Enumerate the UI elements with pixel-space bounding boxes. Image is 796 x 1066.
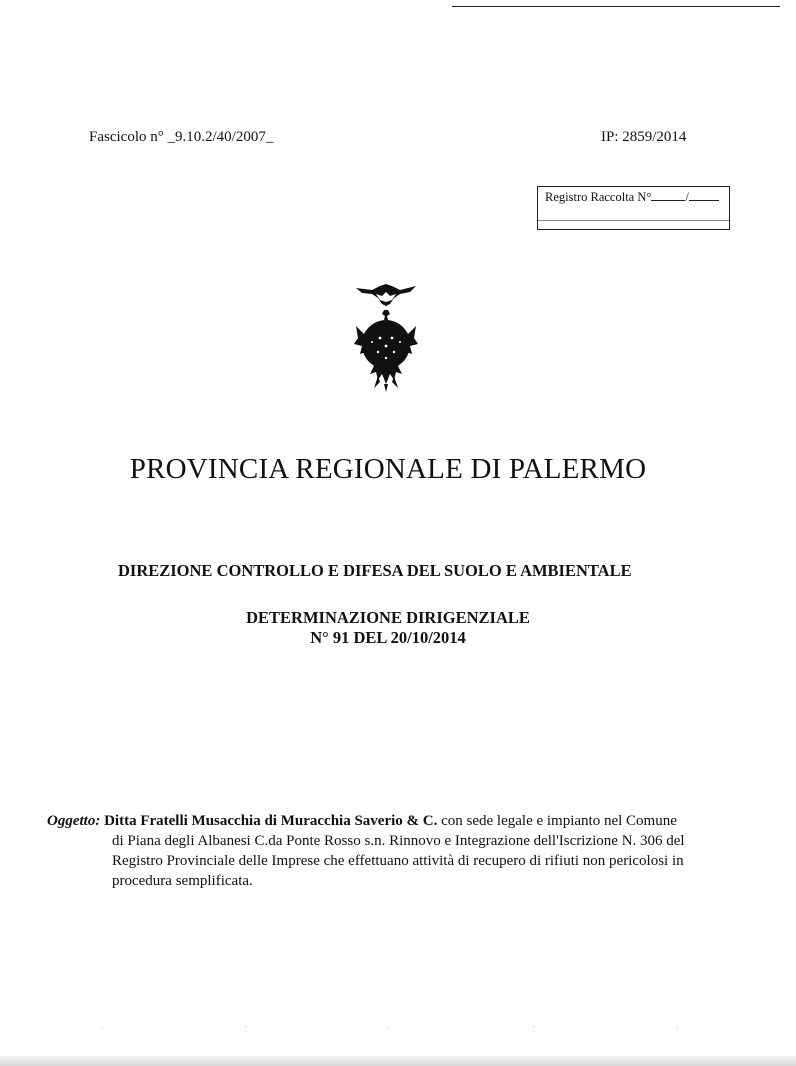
registro-number-blank [651, 190, 685, 201]
registro-raccolta-label [545, 190, 719, 205]
oggetto-paragraph [47, 811, 733, 891]
oggetto-firm-name: Ditta Fratelli Musacchia di Muracchia Saverio & C. [104, 813, 438, 829]
scan-speck [245, 1026, 246, 1027]
registro-raccolta-box [537, 186, 730, 230]
registro-box-divider [538, 220, 729, 221]
oggetto-line1-rest: con sede legale e impianto nel Comune [437, 813, 677, 829]
scan-speck [102, 1027, 103, 1028]
ip-number: IP: 2859/2014 [601, 129, 687, 145]
oggetto-line-1 [47, 811, 733, 831]
oggetto-line-4: procedura semplificata. [112, 873, 253, 889]
scan-speck [677, 1027, 678, 1028]
page-bottom-edge [0, 1056, 796, 1066]
oggetto-line-3: Registro Provinciale delle Imprese che effettuano attività di recupero di rifiuti non pericolosi in [112, 853, 684, 869]
fascicolo-number: Fascicolo n° _9.10.2/40/2007_ [89, 129, 274, 145]
scan-speck [533, 1026, 534, 1027]
determinazione-heading [0, 608, 776, 648]
direzione-heading: DIREZIONE CONTROLLO E DIFESA DEL SUOLO E AMBIENTALE [118, 561, 632, 580]
registro-separator: / [685, 190, 689, 204]
scan-speck [388, 1027, 389, 1028]
registro-year-blank [689, 190, 719, 201]
registro-label-text: Registro Raccolta N° [545, 190, 652, 204]
provincial-eagle-emblem-icon [350, 280, 422, 392]
province-title: PROVINCIA REGIONALE DI PALERMO [129, 453, 647, 485]
oggetto-line-2: di Piana degli Albanesi C.da Ponte Rosso s.n. Rinnovo e Integrazione dell'Iscrizione N. 306 del [112, 833, 685, 849]
top-scan-rule [452, 6, 780, 7]
determinazione-title: DETERMINAZIONE DIRIGENZIALE [246, 608, 530, 627]
oggetto-label: Oggetto: [47, 813, 101, 829]
determinazione-number: N° 91 DEL 20/10/2014 [310, 628, 466, 647]
